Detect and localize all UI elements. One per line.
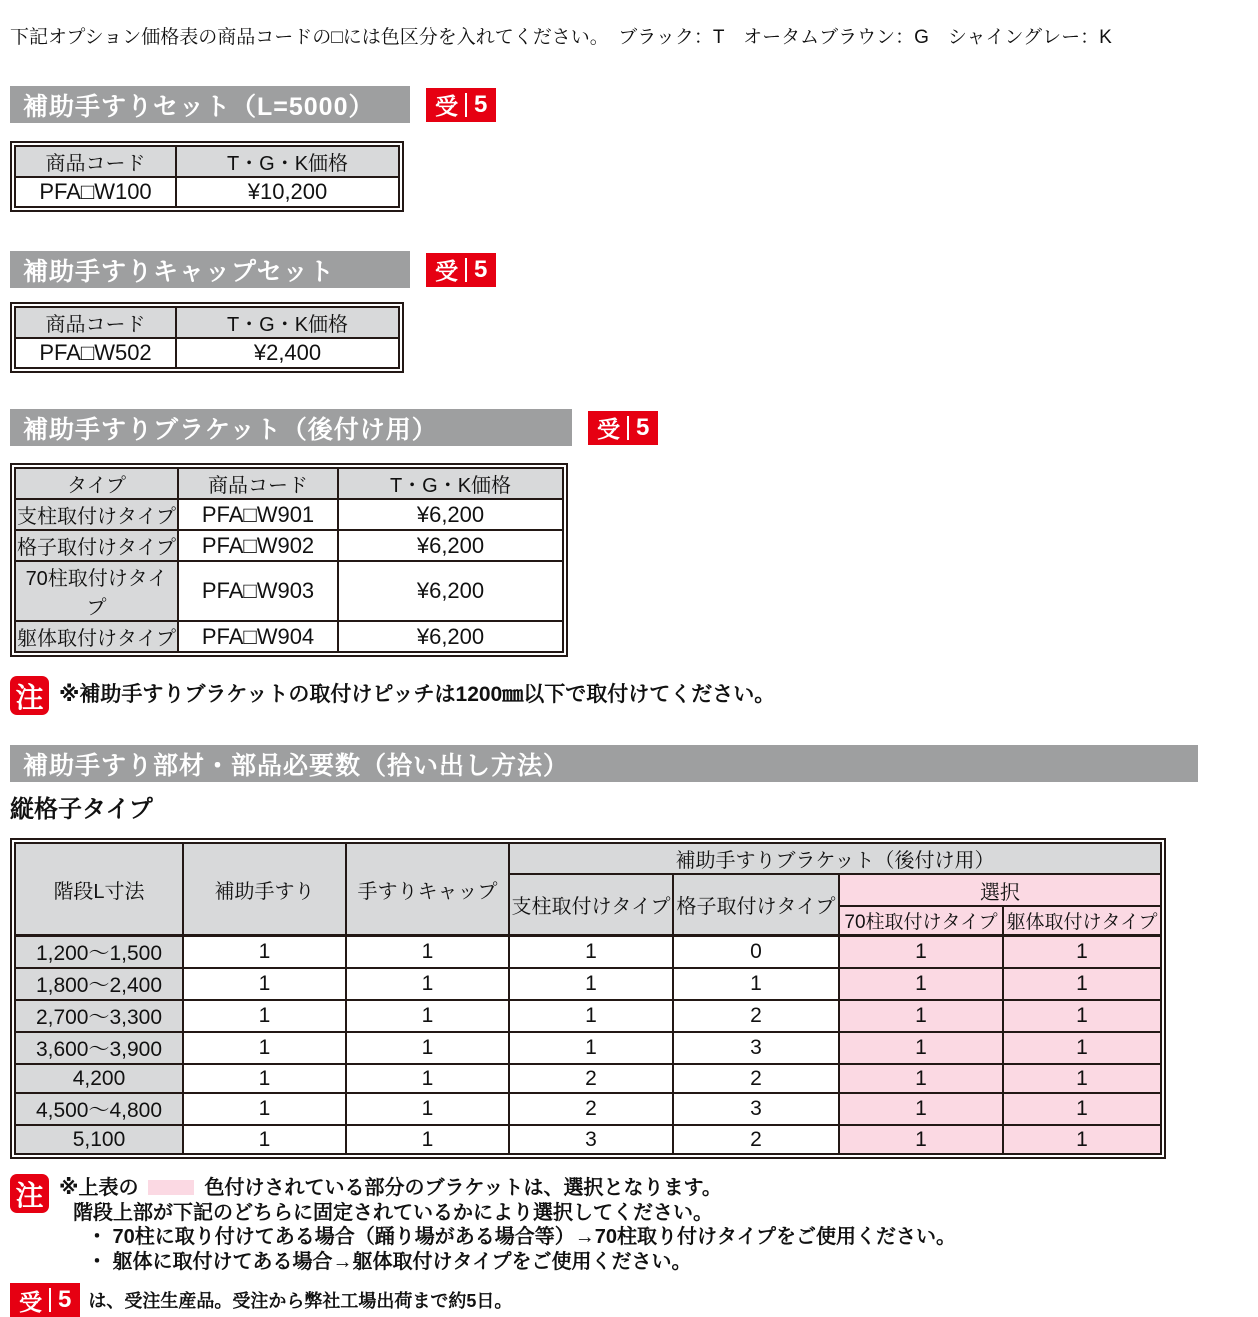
column-header: タイプ bbox=[15, 468, 178, 499]
table-row bbox=[15, 499, 563, 530]
section-title-bar: 補助手すり部材・部品必要数（拾い出し方法） bbox=[10, 745, 1198, 782]
note-select-line2: 階段上部が下記のどちらに固定されているかにより選択してください。 bbox=[73, 1201, 713, 1224]
table-cell: 2 bbox=[509, 1093, 673, 1125]
column-header: 商品コード bbox=[15, 146, 176, 177]
table-cell: 1 bbox=[183, 1064, 346, 1093]
order-badge-kanji: 受 bbox=[19, 1288, 42, 1315]
table-cell: ¥6,200 bbox=[338, 530, 563, 561]
column-header-pillar70-type: 70柱取付けタイプ bbox=[839, 906, 1003, 936]
table-cell: 1 bbox=[839, 968, 1003, 1000]
table-row bbox=[15, 1064, 1161, 1093]
order-badge-number: 5 bbox=[58, 1286, 72, 1313]
order-production-badge bbox=[426, 253, 496, 287]
table-header-row bbox=[15, 146, 399, 177]
column-header: 商品コード bbox=[15, 307, 176, 338]
note-icon: 注 bbox=[10, 1174, 49, 1213]
table-cell: 1 bbox=[346, 1032, 509, 1064]
note-select bbox=[10, 1174, 1258, 1274]
table-cell: 3 bbox=[673, 1093, 839, 1125]
table-cell: ¥10,200 bbox=[176, 177, 399, 207]
column-header-cap: 手すりキャップ bbox=[346, 843, 509, 936]
section-title-bar: 補助手すりブラケット（後付け用） bbox=[10, 409, 572, 446]
intro-text: 下記オプション価格表の商品コードの□には色区分を入れてください。 ブラック：T オータムブラウン：G シャイングレー：K bbox=[10, 27, 1112, 48]
table-row bbox=[15, 621, 563, 652]
table-row bbox=[15, 1000, 1161, 1032]
table-cell: PFA□W904 bbox=[178, 621, 338, 652]
note-select-line1: ※上表の 色付けされている部分のブラケットは、選択となります。 bbox=[59, 1177, 722, 1199]
note-select-line4: ・ 躯体に取付けてある場合→躯体取付けタイプをご使用ください。 bbox=[87, 1250, 692, 1273]
table-cell: 1 bbox=[183, 1093, 346, 1125]
order-badge-kanji: 受 bbox=[435, 93, 458, 119]
table-cell: 1,200～1,500 bbox=[15, 936, 183, 969]
section-title-bar: 補助手すりセット（L=5000） bbox=[10, 86, 410, 123]
table-cell: PFA□W100 bbox=[15, 177, 176, 207]
bracket-table-wrap bbox=[10, 463, 1258, 662]
note-icon: 注 bbox=[10, 676, 49, 715]
set5000-table-wrap bbox=[10, 141, 1258, 217]
table-cell: 1 bbox=[346, 1125, 509, 1154]
pickup-table-wrap bbox=[10, 838, 1166, 1159]
table-cell: 1 bbox=[673, 968, 839, 1000]
column-header-body-type: 躯体取付けタイプ bbox=[1003, 906, 1161, 936]
table-row bbox=[15, 936, 1161, 969]
table-cell: 1 bbox=[839, 1093, 1003, 1125]
table-cell: 70柱取付けタイプ bbox=[15, 561, 178, 621]
table-header-row bbox=[15, 843, 1161, 874]
column-header-select: 選択 bbox=[839, 874, 1161, 906]
table-cell: ¥6,200 bbox=[338, 621, 563, 652]
table-cell: 1 bbox=[1003, 1032, 1161, 1064]
table-cell: PFA□W502 bbox=[15, 338, 176, 368]
section-set5000-header bbox=[10, 86, 1258, 123]
footer-text: は、受注生産品。受注から弊社工場出荷まで約5日。 bbox=[88, 1291, 513, 1311]
column-header-post-type: 支柱取付けタイプ bbox=[509, 874, 673, 936]
table-cell: 2 bbox=[673, 1000, 839, 1032]
table-cell: 3,600～3,900 bbox=[15, 1032, 183, 1064]
table-cell: 1 bbox=[346, 968, 509, 1000]
price-table-set5000 bbox=[10, 141, 404, 212]
section-bracket-header bbox=[10, 409, 1258, 446]
order-badge-number: 5 bbox=[636, 413, 650, 441]
badge-divider bbox=[465, 93, 467, 117]
table-cell: 1 bbox=[509, 1000, 673, 1032]
table-cell: PFA□W901 bbox=[178, 499, 338, 530]
table-cell: 1 bbox=[509, 1032, 673, 1064]
section-title-bar: 補助手すりキャップセット bbox=[10, 251, 410, 288]
column-header: 商品コード bbox=[178, 468, 338, 499]
column-header-lattice-type: 格子取付けタイプ bbox=[673, 874, 839, 936]
table-cell: ¥6,200 bbox=[338, 561, 563, 621]
column-header: T・G・K価格 bbox=[176, 146, 399, 177]
price-table-bracket bbox=[10, 463, 568, 657]
table-cell: 1 bbox=[839, 1000, 1003, 1032]
pink-swatch bbox=[148, 1180, 194, 1195]
table-cell: 1 bbox=[839, 1032, 1003, 1064]
table-cell: 1 bbox=[1003, 1093, 1161, 1125]
table-cell: 4,200 bbox=[15, 1064, 183, 1093]
table-cell: 1 bbox=[346, 1064, 509, 1093]
table-cell: 2 bbox=[509, 1064, 673, 1093]
table-cell: 0 bbox=[673, 936, 839, 969]
note-select-line3: ・ 70柱に取り付けてある場合（踊り場がある場合等）→70柱取り付けタイプをご使用ください。 bbox=[87, 1226, 957, 1248]
badge-divider bbox=[627, 416, 629, 440]
table-row bbox=[15, 968, 1161, 1000]
column-header-stair: 階段L寸法 bbox=[15, 843, 183, 936]
table-cell: 1 bbox=[839, 1064, 1003, 1093]
order-badge-kanji: 受 bbox=[435, 258, 458, 284]
table-cell: ¥2,400 bbox=[176, 338, 399, 368]
table-cell: 1 bbox=[183, 936, 346, 969]
table-row bbox=[15, 1125, 1161, 1154]
table-cell: 2 bbox=[673, 1064, 839, 1093]
footer-legend bbox=[10, 1283, 1258, 1317]
order-badge-number: 5 bbox=[474, 90, 488, 118]
price-table-cap bbox=[10, 302, 404, 373]
table-cell: 5,100 bbox=[15, 1125, 183, 1154]
table-cell: 支柱取付けタイプ bbox=[15, 499, 178, 530]
pickup-subtitle: 縦格子タイプ bbox=[10, 796, 153, 823]
table-cell: 2 bbox=[673, 1125, 839, 1154]
table-cell: 2,700～3,300 bbox=[15, 1000, 183, 1032]
table-header-row bbox=[15, 307, 399, 338]
table-cell: 1 bbox=[183, 1125, 346, 1154]
order-production-badge bbox=[10, 1283, 80, 1317]
table-cell: 1 bbox=[1003, 936, 1161, 969]
table-cell: 格子取付けタイプ bbox=[15, 530, 178, 561]
note-pitch bbox=[10, 676, 1258, 715]
section-cap-header bbox=[10, 251, 1258, 288]
table-cell: 1 bbox=[509, 968, 673, 1000]
order-badge-number: 5 bbox=[474, 255, 488, 283]
note-pitch-text: ※補助手すりブラケットの取付けピッチは1200㎜以下で取付けてください。 bbox=[59, 683, 776, 706]
table-cell: 1 bbox=[1003, 968, 1161, 1000]
table-cell: 1 bbox=[1003, 1125, 1161, 1154]
column-header: T・G・K価格 bbox=[338, 468, 563, 499]
order-production-badge bbox=[588, 411, 658, 445]
order-badge-kanji: 受 bbox=[597, 416, 620, 442]
table-cell: 1 bbox=[346, 936, 509, 969]
table-cell: 3 bbox=[509, 1125, 673, 1154]
table-cell: ¥6,200 bbox=[338, 499, 563, 530]
table-header-row bbox=[15, 468, 563, 499]
table-cell: 躯体取付けタイプ bbox=[15, 621, 178, 652]
table-cell: 1,800～2,400 bbox=[15, 968, 183, 1000]
table-cell: 1 bbox=[1003, 1000, 1161, 1032]
table-cell: 1 bbox=[346, 1093, 509, 1125]
table-row bbox=[15, 1032, 1161, 1064]
catalog-page bbox=[0, 26, 1258, 1317]
table-row bbox=[15, 530, 563, 561]
table-cell: 1 bbox=[839, 1125, 1003, 1154]
table-row bbox=[15, 1093, 1161, 1125]
column-header-bracket-group: 補助手すりブラケット（後付け用） bbox=[509, 843, 1161, 874]
table-cell: 1 bbox=[183, 1000, 346, 1032]
pickup-table bbox=[14, 842, 1162, 1155]
table-cell: 4,500～4,800 bbox=[15, 1093, 183, 1125]
table-row bbox=[15, 561, 563, 621]
cap-table-wrap bbox=[10, 302, 1258, 378]
table-cell: 1 bbox=[183, 968, 346, 1000]
table-cell: 1 bbox=[1003, 1064, 1161, 1093]
badge-divider bbox=[465, 258, 467, 282]
column-header-handrail: 補助手すり bbox=[183, 843, 346, 936]
table-cell: 1 bbox=[509, 936, 673, 969]
column-header: T・G・K価格 bbox=[176, 307, 399, 338]
table-row bbox=[15, 177, 399, 207]
table-row bbox=[15, 338, 399, 368]
order-production-badge bbox=[426, 88, 496, 122]
table-cell: 1 bbox=[839, 936, 1003, 969]
table-cell: PFA□W902 bbox=[178, 530, 338, 561]
section-pickup-header bbox=[10, 745, 1258, 782]
note-select-text bbox=[59, 1174, 956, 1274]
table-cell: 1 bbox=[346, 1000, 509, 1032]
table-cell: 3 bbox=[673, 1032, 839, 1064]
table-cell: 1 bbox=[183, 1032, 346, 1064]
badge-divider bbox=[49, 1288, 51, 1312]
table-cell: PFA□W903 bbox=[178, 561, 338, 621]
